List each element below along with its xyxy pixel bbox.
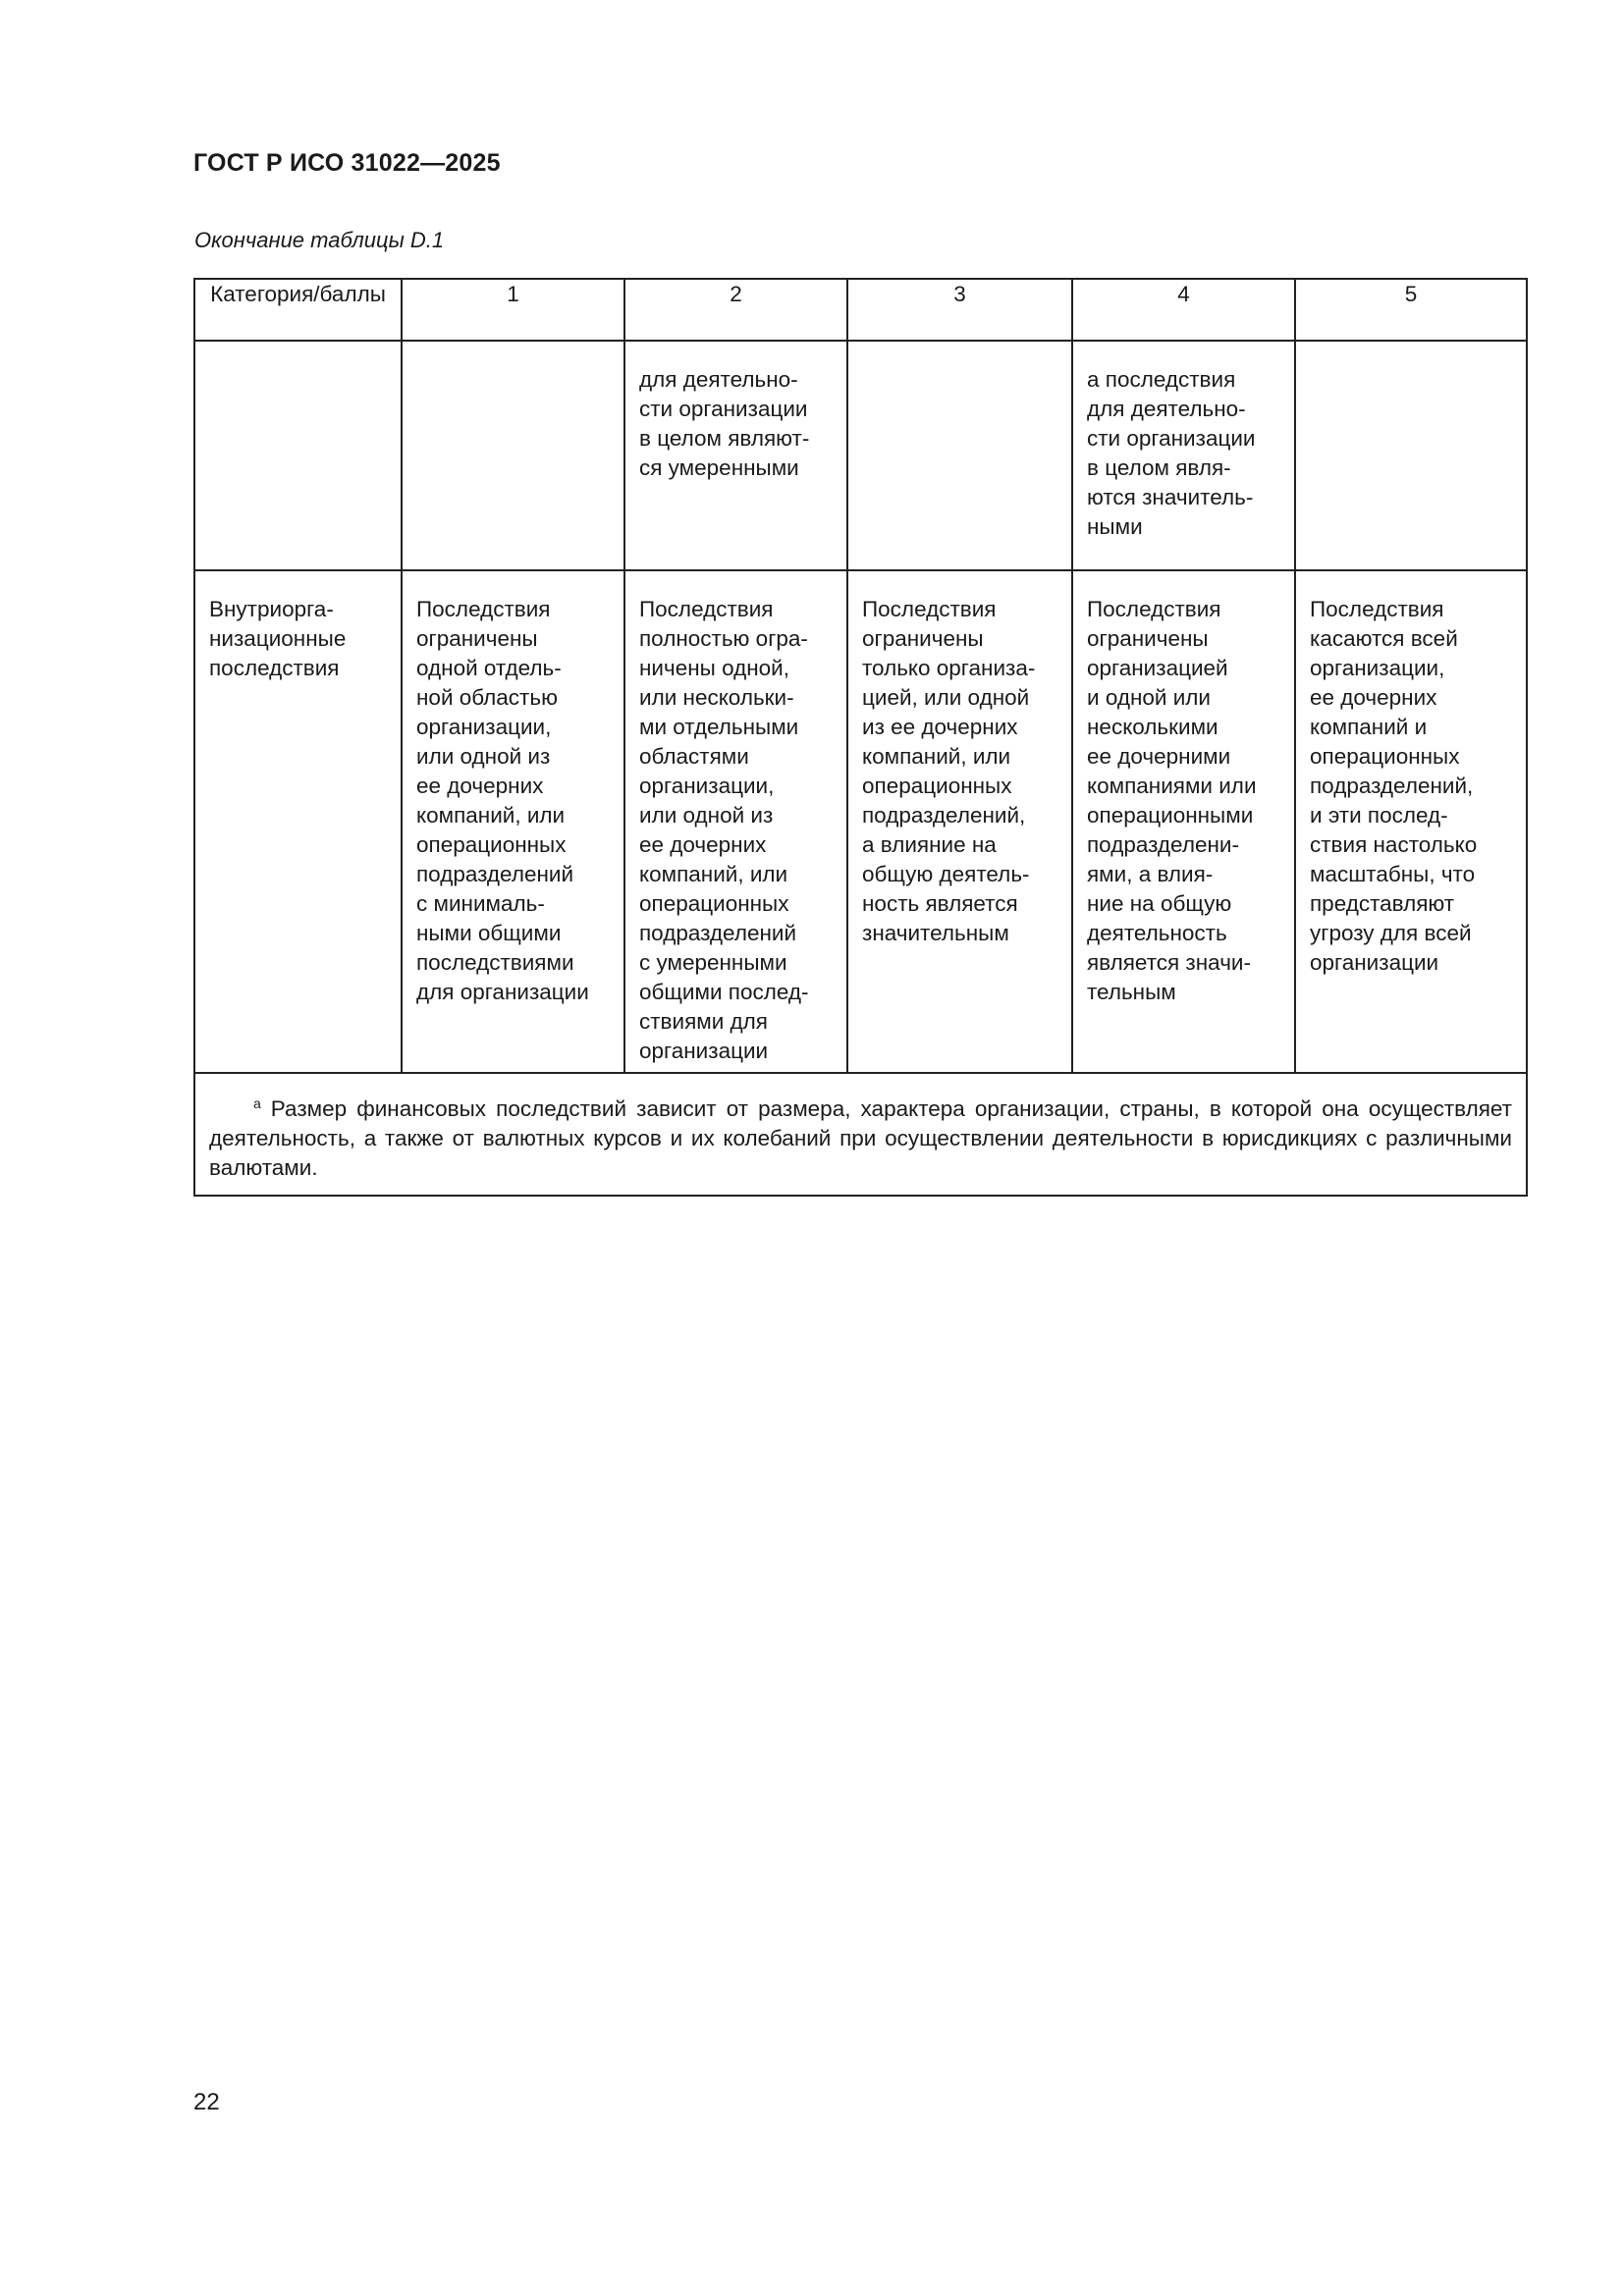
page-number: 22 bbox=[193, 2089, 220, 2115]
row-category-label: Внутриорга- низационные последствия bbox=[194, 570, 402, 1073]
table-cell: Последствия полностью огра- ничены одной, или нескольки- ми отдельными областями организации, или одной из ее дочерних компаний, или операционных подразделений с умеренными общими послед- ствиями для организации bbox=[624, 570, 847, 1073]
header-score-4: 4 bbox=[1072, 279, 1295, 341]
table-cell: Последствия ограничены организацией и одной или несколькими ее дочерними компаниями или операционными подразделени- ями, а влия- ние на общую деятельность является значи- тельным bbox=[1072, 570, 1295, 1073]
consequences-table bbox=[193, 278, 1528, 1197]
table-cell: Последствия ограничены одной отдель- ной областью организации, или одной из ее дочерних компаний, или операционных подразделений с минималь- ными общими последствиями для организации bbox=[402, 570, 624, 1073]
table-cell: Последствия ограничены только организа- цией, или одной из ее дочерних компаний, или операционных подразделений, а влияние на общую деятель- ность является значительным bbox=[847, 570, 1072, 1073]
table-cell bbox=[1295, 341, 1527, 570]
header-score-2: 2 bbox=[624, 279, 847, 341]
table-caption: Окончание таблицы D.1 bbox=[194, 228, 445, 252]
table-cell bbox=[402, 341, 624, 570]
table-cell: Последствия касаются всей организации, ее дочерних компаний и операционных подразделений, и эти послед- ствия настолько масштабны, что представляют угрозу для всей организации bbox=[1295, 570, 1527, 1073]
header-score-3: 3 bbox=[847, 279, 1072, 341]
table-cell: для деятельно- сти организации в целом являют- ся умеренными bbox=[624, 341, 847, 570]
header-category-score: Категория/баллы bbox=[194, 279, 402, 341]
header-score-5: 5 bbox=[1295, 279, 1527, 341]
footnote-text: Размер финансовых последствий зависит от размера, характера организации, страны, в которой она осуществляет деятельность, а также от валютных курсов и их колебаний при осуществлении деятельности в юрисдикциях с различными валютами. bbox=[209, 1096, 1512, 1180]
footnote-marker: a bbox=[253, 1095, 261, 1111]
document-header: ГОСТ Р ИСО 31022—2025 bbox=[193, 149, 501, 177]
table-footnote-row bbox=[194, 1073, 1527, 1196]
table-footnote bbox=[194, 1073, 1527, 1196]
table-row-internal-consequences bbox=[194, 570, 1527, 1073]
table-row-continuation bbox=[194, 341, 1527, 570]
header-score-1: 1 bbox=[402, 279, 624, 341]
table-cell bbox=[194, 341, 402, 570]
table-cell: а последствия для деятельно- сти организации в целом явля- ются значитель- ными bbox=[1072, 341, 1295, 570]
table-header-row bbox=[194, 279, 1527, 341]
table-cell bbox=[847, 341, 1072, 570]
